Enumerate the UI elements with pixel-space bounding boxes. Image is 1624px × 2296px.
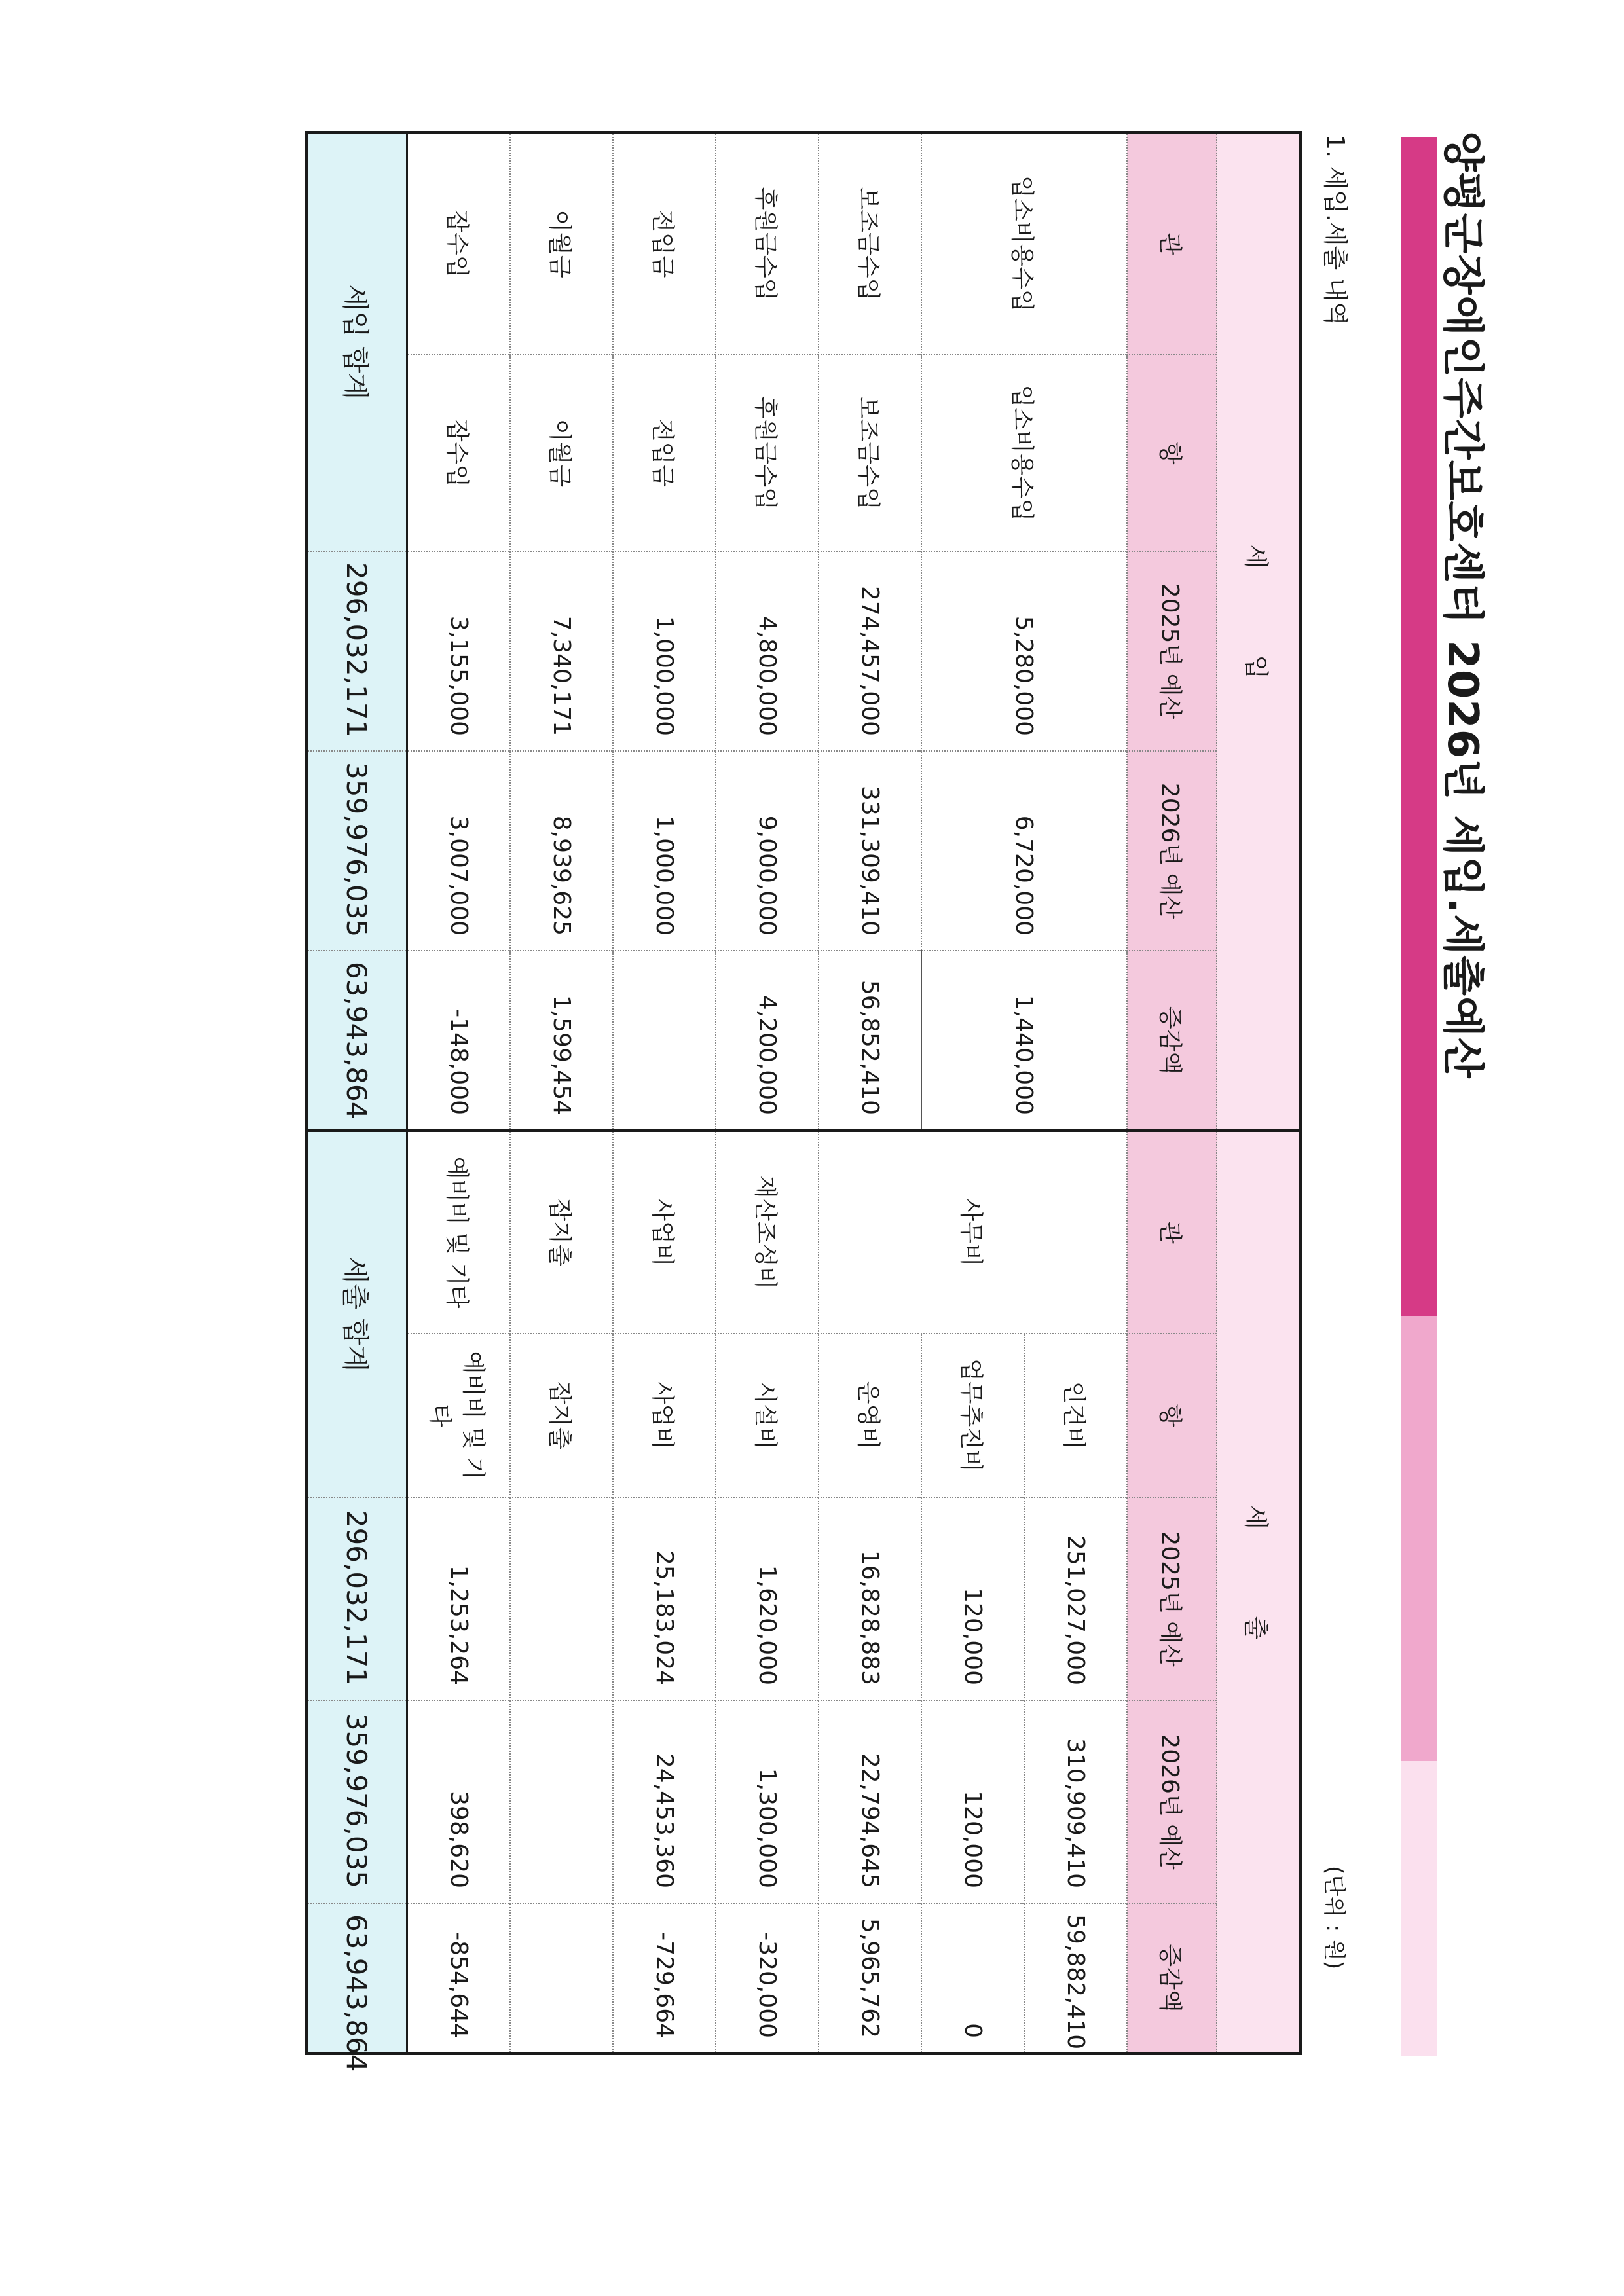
exp-gwan: 예비비 및 기타 [407,1131,511,1334]
rev-2026: 1,000,000 [613,751,716,951]
exp-col-hang: 항 [1127,1334,1217,1497]
exp-2025 [510,1497,613,1700]
exp-2025: 16,828,883 [819,1497,921,1700]
table-row [819,132,921,2054]
exp-gwan: 잡지출 [510,1131,613,1334]
exp-2025: 120,000 [921,1497,1024,1700]
rev-change: -148,000 [407,951,511,1131]
exp-2026: 120,000 [921,1700,1024,1903]
rev-2026: 6,720,000 [921,751,1127,951]
exp-2025: 251,027,000 [1024,1497,1127,1700]
exp-hang: 사업비 [613,1334,716,1497]
rev-col-hang: 항 [1127,355,1217,551]
revenue-total-2025: 296,032,171 [306,551,407,751]
rev-2025: 4,800,000 [716,551,819,751]
exp-col-2025: 2025년 예산 [1127,1497,1217,1700]
rev-change: 4,200,000 [716,951,819,1131]
revenue-total-change: 63,943,864 [306,951,407,1131]
exp-gwan: 사무비 [819,1131,1127,1334]
exp-change: -729,664 [613,1903,716,2054]
rev-2025: 274,457,000 [819,551,921,751]
bar-segment-mid [1401,1316,1437,1761]
revenue-total-label: 세입 합계 [306,132,407,551]
exp-hang: 예비비 및 기타 [407,1334,511,1497]
rev-gwan: 보조금수입 [819,132,921,355]
exp-change: 0 [921,1903,1024,2054]
exp-change [510,1903,613,2054]
budget-table [305,131,1302,2072]
rev-change: 1,599,454 [510,951,613,1131]
rev-change: 56,852,410 [819,951,921,1131]
exp-gwan: 사업비 [613,1131,716,1334]
rev-hang: 입소비용수입 [921,355,1127,551]
exp-2026: 1,300,000 [716,1700,819,1903]
section-heading: 1. 세입.세출 내역 [1321,134,1350,326]
exp-2026: 398,620 [407,1700,511,1903]
table-row [716,132,819,2054]
rev-2026: 9,000,000 [716,751,819,951]
rev-2025: 7,340,171 [510,551,613,751]
exp-change: 59,882,410 [1024,1903,1127,2054]
exp-col-gwan: 관 [1127,1131,1217,1334]
bar-segment-light [1401,1761,1437,2056]
table-row [510,132,613,2054]
rev-hang: 후원금수입 [716,355,819,551]
exp-hang: 운영비 [819,1334,921,1497]
exp-2026: 22,794,645 [819,1700,921,1903]
exp-2025: 1,620,000 [716,1497,819,1700]
table-row [407,132,511,2054]
rev-gwan: 입소비용수입 [921,132,1127,355]
bar-segment-dark [1401,137,1437,1316]
revenue-total-2026: 359,976,035 [306,751,407,951]
rev-hang: 잡수입 [407,355,511,551]
expense-total-2025: 296,032,171 [306,1497,407,1700]
rev-col-2026: 2026년 예산 [1127,751,1217,951]
rev-2026: 8,939,625 [510,751,613,951]
table-row [613,132,716,2054]
exp-hang: 업무추진비 [921,1334,1024,1497]
expense-total-label: 세출 합계 [306,1131,407,1497]
exp-2025: 25,183,024 [613,1497,716,1700]
exp-col-change: 증감액 [1127,1903,1217,2054]
rev-2025: 5,280,000 [921,551,1127,751]
rev-col-gwan: 관 [1127,132,1217,355]
rev-gwan: 전입금 [613,132,716,355]
exp-2026: 24,453,360 [613,1700,716,1903]
exp-change: -854,644 [407,1903,511,2054]
exp-change: -320,000 [716,1903,819,2054]
expense-group-header: 세 출 [1217,1131,1301,2054]
rev-col-2025: 2025년 예산 [1127,551,1217,751]
expense-total-2026: 359,976,035 [306,1700,407,1903]
page-title: 양평군장애인주간보호센터 2026년 세입.세출예산 [1438,131,1486,1079]
rev-2025: 3,155,000 [407,551,511,751]
expense-total-change: 63,943,864 [306,1903,407,2054]
rev-gwan: 이월금 [510,132,613,355]
rev-hang: 이월금 [510,355,613,551]
revenue-group-header: 세 입 [1217,132,1301,1131]
rev-gwan: 잡수입 [407,132,511,355]
exp-hang: 인건비 [1024,1334,1127,1497]
rev-2026: 3,007,000 [407,751,511,951]
rev-gwan: 후원금수입 [716,132,819,355]
rev-change: 1,440,000 [921,951,1127,1131]
exp-hang: 잡지출 [510,1334,613,1497]
rev-hang: 보조금수입 [819,355,921,551]
table-row [1024,132,1127,2054]
rev-hang: 전입금 [613,355,716,551]
exp-2026 [510,1700,613,1903]
exp-2025: 1,253,264 [407,1497,511,1700]
exp-gwan: 재산조성비 [716,1131,819,1334]
exp-hang: 시설비 [716,1334,819,1497]
exp-change: 5,965,762 [819,1903,921,2054]
unit-label: (단위 : 원) [1321,1866,1347,1970]
rev-col-change: 증감액 [1127,951,1217,1131]
rev-change [613,951,716,1131]
rev-2025: 1,000,000 [613,551,716,751]
exp-col-2026: 2026년 예산 [1127,1700,1217,1903]
exp-2026: 310,909,410 [1024,1700,1127,1903]
total-row [306,132,407,2054]
rev-2026: 331,309,410 [819,751,921,951]
title-color-bar [1401,137,1437,2056]
